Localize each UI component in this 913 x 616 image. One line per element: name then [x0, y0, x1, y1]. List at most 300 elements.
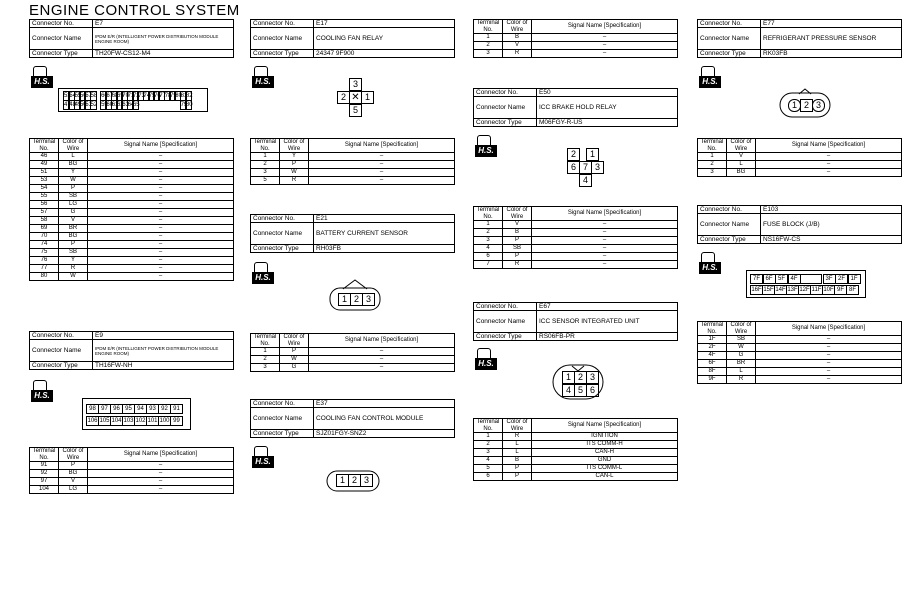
terminal-no: 3 [251, 364, 280, 372]
pin: 99 [170, 416, 183, 426]
terminal-no: 6 [474, 473, 503, 481]
pin [158, 100, 163, 108]
label-connector-no: Connector No. [474, 303, 537, 311]
pin: 2F [835, 274, 848, 284]
table-row [30, 241, 234, 249]
connector-info-e21 [250, 214, 455, 253]
signal-name: – [309, 153, 455, 161]
wire-color: W [727, 344, 756, 352]
signal-name: – [532, 253, 678, 261]
signal-name: ITS COMM-L [532, 465, 678, 473]
label-connector-type: Connector Type [30, 362, 93, 370]
terminal-no: 5 [474, 465, 503, 473]
header-signal-name: Signal Name [Specification] [756, 139, 902, 153]
connector-info-e103 [697, 205, 902, 244]
header-terminal-no: Terminal No. [698, 139, 727, 153]
connector-no: E9 [93, 332, 234, 340]
pin: 62 [117, 102, 124, 108]
terminal-no: 2F [698, 344, 727, 352]
signal-name: – [88, 217, 234, 225]
signal-name: – [756, 368, 902, 376]
pin [153, 100, 158, 108]
pin: 106 [87, 418, 98, 424]
pin: 101 [147, 418, 158, 424]
pin: 80 [185, 102, 193, 108]
terminal-no: 3 [474, 50, 503, 58]
pin: 3 [591, 161, 604, 174]
connector-face-e21 [329, 277, 381, 311]
terminal-no: 49 [30, 161, 59, 169]
wire-color: P [280, 161, 309, 169]
wire-color: W [59, 273, 88, 281]
harness-side-icon: H.S. [31, 380, 53, 402]
harness-side-icon: H.S. [252, 66, 274, 88]
wire-color: V [59, 478, 88, 486]
connector-name: IPDM E/R (INTELLIGENT POWER DISTRIBUTION MODULE ENGINE ROOM) [93, 28, 234, 50]
table-row [698, 153, 902, 161]
wire-color: P [503, 253, 532, 261]
terminal-table-e67 [473, 418, 678, 481]
wire-color: LG [59, 201, 88, 209]
connector-info-e77 [697, 19, 902, 58]
pin: 4F [788, 274, 801, 284]
table-row [251, 356, 455, 364]
wire-color: BG [59, 233, 88, 241]
terminal-no: 1 [474, 433, 503, 441]
pin: 105 [99, 418, 110, 424]
table-row [30, 153, 234, 161]
terminal-no: 4 [474, 457, 503, 465]
pin: 50 [79, 102, 87, 108]
header-color-of-wire: Color of Wire [503, 207, 532, 221]
connector-no: E7 [93, 20, 234, 28]
header-signal-name: Signal Name [Specification] [756, 322, 902, 336]
label-connector-name: Connector Name [251, 28, 314, 50]
wire-color: BR [59, 225, 88, 233]
header-terminal-no: Terminal No. [474, 419, 503, 433]
connector-type: 24347 9F900 [314, 50, 455, 58]
pin: 100 [159, 418, 170, 424]
connector-face-e67 [552, 361, 604, 401]
wire-color: Y [59, 169, 88, 177]
pin: 5 [574, 384, 587, 397]
terminal-no: 54 [30, 185, 59, 193]
signal-name: – [88, 153, 234, 161]
table-row [251, 169, 455, 177]
label-connector-type: Connector Type [474, 119, 537, 127]
wire-color: BG [59, 161, 88, 169]
table-row [30, 217, 234, 225]
table-row [474, 221, 678, 229]
terminal-no: 46 [30, 153, 59, 161]
signal-name: – [756, 376, 902, 384]
harness-side-icon: H.S. [475, 135, 497, 157]
terminal-no: 51 [30, 169, 59, 177]
pin [174, 100, 179, 108]
header-signal-name: Signal Name [Specification] [88, 139, 234, 153]
terminal-no: 6 [474, 253, 503, 261]
harness-side-icon: H.S. [699, 66, 721, 88]
wire-color: R [59, 265, 88, 273]
header-color-of-wire: Color of Wire [280, 139, 309, 153]
pin: 56 [79, 93, 87, 99]
terminal-no: 2 [251, 356, 280, 364]
table-row [474, 245, 678, 253]
label-connector-no: Connector No. [251, 215, 314, 223]
pin [800, 274, 822, 284]
pin: 2 [574, 371, 587, 384]
wire-color: L [503, 441, 532, 449]
terminal-no: 53 [30, 177, 59, 185]
label-connector-type: Connector Type [698, 50, 761, 58]
signal-name: – [88, 265, 234, 273]
wire-color: P [59, 462, 88, 470]
signal-name: – [88, 233, 234, 241]
table-row [474, 42, 678, 50]
pin: 3 [812, 99, 825, 112]
wire-color: P [280, 348, 309, 356]
connector-info-e7 [29, 19, 234, 58]
signal-name: – [532, 34, 678, 42]
table-row [30, 470, 234, 478]
wire-color: R [503, 261, 532, 269]
header-signal-name: Signal Name [Specification] [532, 20, 678, 34]
wire-color: G [59, 209, 88, 217]
pin [148, 100, 153, 108]
table-row [474, 34, 678, 42]
pin: 8F [846, 285, 859, 295]
pin: 12F [799, 287, 810, 293]
pin: 1 [338, 293, 351, 306]
header-signal-name: Signal Name [Specification] [88, 448, 234, 462]
table-row [474, 50, 678, 58]
signal-name: CAN-L [532, 473, 678, 481]
terminal-no: 55 [30, 193, 59, 201]
label-connector-type: Connector Type [698, 236, 761, 244]
terminal-no: 1 [251, 348, 280, 356]
connector-face-e9 [82, 398, 191, 430]
harness-side-icon: H.S. [252, 262, 274, 284]
terminal-no: 92 [30, 470, 59, 478]
signal-name: – [88, 470, 234, 478]
table-row [698, 161, 902, 169]
terminal-no: 1 [474, 34, 503, 42]
wire-color: P [503, 473, 532, 481]
label-connector-no: Connector No. [30, 20, 93, 28]
label-connector-no: Connector No. [474, 89, 537, 97]
pin: 69 [117, 93, 124, 99]
table-row [251, 364, 455, 372]
terminal-no: 1 [474, 221, 503, 229]
signal-name: – [309, 348, 455, 356]
table-row [30, 193, 234, 201]
connector-type: TH16FW-NH [93, 362, 234, 370]
table-row [474, 229, 678, 237]
terminal-no: 80 [30, 273, 59, 281]
connector-face-e37 [326, 470, 380, 492]
label-connector-name: Connector Name [474, 311, 537, 333]
signal-name: – [532, 221, 678, 229]
pin: 6 [586, 384, 599, 397]
signal-name: – [88, 478, 234, 486]
terminal-no: 75 [30, 249, 59, 257]
label-connector-no: Connector No. [30, 332, 93, 340]
pin: 5F [775, 274, 788, 284]
terminal-no: 2 [474, 441, 503, 449]
terminal-no: 1F [698, 336, 727, 344]
pin: ✕ [349, 91, 362, 104]
terminal-table-e77 [697, 138, 902, 177]
pin: 10F [823, 287, 834, 293]
terminal-table-top [473, 19, 678, 58]
pin: 97 [98, 404, 111, 414]
header-terminal-no: Terminal No. [474, 20, 503, 34]
table-row [698, 344, 902, 352]
table-row [474, 473, 678, 481]
terminal-no: 69 [30, 225, 59, 233]
table-row [251, 161, 455, 169]
wire-color: BR [727, 360, 756, 368]
table-row [30, 257, 234, 265]
signal-name: – [88, 209, 234, 217]
terminal-no: 4 [474, 245, 503, 253]
label-connector-type: Connector Type [251, 430, 314, 438]
terminal-no: 1 [251, 153, 280, 161]
table-row [251, 153, 455, 161]
pin: 5 [349, 104, 362, 117]
connector-type: NS16FW-CS [761, 236, 902, 244]
wire-color: V [727, 153, 756, 161]
wire-color: W [280, 356, 309, 364]
wire-color: G [727, 352, 756, 360]
signal-name: – [88, 241, 234, 249]
pin [169, 100, 174, 108]
pin: 3 [360, 474, 373, 487]
wire-color: G [280, 364, 309, 372]
wire-color: P [503, 465, 532, 473]
terminal-no: 3 [474, 449, 503, 457]
table-row [474, 457, 678, 465]
table-row [30, 265, 234, 273]
label-connector-name: Connector Name [698, 214, 761, 236]
connector-no: E77 [761, 20, 902, 28]
pin: 98 [86, 404, 99, 414]
connector-name: COOLING FAN RELAY [314, 28, 455, 50]
pin [137, 100, 142, 108]
terminal-no: 56 [30, 201, 59, 209]
pin: 54 [69, 93, 76, 99]
pin: 96 [110, 404, 123, 414]
pin: 66 [101, 93, 108, 99]
signal-name: – [532, 50, 678, 58]
table-row [474, 433, 678, 441]
pin: 93 [146, 404, 159, 414]
connector-type: RS06FB-PR [537, 333, 678, 341]
pin: 78 [164, 93, 172, 99]
header-terminal-no: Terminal No. [30, 448, 59, 462]
header-color-of-wire: Color of Wire [280, 334, 309, 348]
terminal-no: 70 [30, 233, 59, 241]
label-connector-name: Connector Name [30, 340, 93, 362]
signal-name: – [309, 169, 455, 177]
table-row [474, 449, 678, 457]
table-row [30, 225, 234, 233]
header-signal-name: Signal Name [Specification] [309, 139, 455, 153]
signal-name: – [88, 273, 234, 281]
signal-name: – [756, 360, 902, 368]
label-connector-no: Connector No. [251, 400, 314, 408]
connector-type: M06FGY-R-US [537, 119, 678, 127]
pin: 80 [175, 93, 182, 99]
pin: 47 [64, 102, 71, 108]
connector-type: RH03FB [314, 245, 455, 253]
signal-name: – [756, 153, 902, 161]
connector-face-e7 [58, 88, 208, 112]
wire-color: SB [59, 249, 88, 257]
table-row [698, 376, 902, 384]
pin: 51 [85, 102, 92, 108]
connector-face-e77 [779, 88, 831, 118]
terminal-no: 77 [30, 265, 59, 273]
connector-name: REFRIGERANT PRESSURE SENSOR [761, 28, 902, 50]
pin: 53 [64, 93, 71, 99]
pin: 70 [122, 93, 129, 99]
pin: 6F [763, 274, 776, 284]
signal-name: – [532, 261, 678, 269]
terminal-no: 1 [698, 153, 727, 161]
pin: 2 [800, 99, 813, 112]
pin: 52 [90, 102, 98, 108]
header-color-of-wire: Color of Wire [727, 322, 756, 336]
signal-name: – [756, 169, 902, 177]
wire-color: V [59, 217, 88, 225]
table-row [30, 185, 234, 193]
terminal-table-e17 [250, 138, 455, 185]
header-signal-name: Signal Name [Specification] [309, 334, 455, 348]
connector-face-e50 [562, 148, 602, 188]
connector-name: ICC SENSOR INTEGRATED UNIT [537, 311, 678, 333]
pin: 58 [90, 93, 98, 99]
terminal-no: 2 [251, 161, 280, 169]
harness-side-icon: H.S. [699, 252, 721, 274]
label-connector-no: Connector No. [698, 206, 761, 214]
terminal-no: 2 [474, 42, 503, 50]
header-terminal-no: Terminal No. [251, 334, 280, 348]
table-row [30, 161, 234, 169]
pin [143, 100, 148, 108]
pin: 2 [567, 148, 580, 161]
table-row [474, 261, 678, 269]
signal-name: – [88, 177, 234, 185]
pin: 79 [170, 93, 177, 99]
table-row [30, 486, 234, 494]
connector-info-e67 [473, 302, 678, 341]
header-signal-name: Signal Name [Specification] [532, 207, 678, 221]
table-row [30, 201, 234, 209]
pin: 1 [336, 474, 349, 487]
wire-color: SB [503, 245, 532, 253]
connector-name: ICC BRAKE HOLD RELAY [537, 97, 678, 119]
pin: 14F [775, 287, 786, 293]
signal-name: GND [532, 457, 678, 465]
header-color-of-wire: Color of Wire [503, 419, 532, 433]
wire-color: P [59, 185, 88, 193]
table-row [474, 441, 678, 449]
pin: 15F [763, 287, 774, 293]
signal-name: – [756, 352, 902, 360]
table-row [30, 233, 234, 241]
pin: 9F [834, 285, 847, 295]
pin: 1 [586, 148, 599, 161]
connector-name: BATTERY CURRENT SENSOR [314, 223, 455, 245]
pin: 103 [123, 418, 134, 424]
pin: 104 [111, 418, 122, 424]
terminal-no: 74 [30, 241, 59, 249]
pin: 65 [132, 102, 140, 108]
wire-color: W [59, 177, 88, 185]
connector-no: E50 [537, 89, 678, 97]
table-row [30, 273, 234, 281]
wire-color: L [59, 153, 88, 161]
connector-no: E67 [537, 303, 678, 311]
pin: 7 [579, 161, 592, 174]
connector-name: COOLING FAN CONTROL MODULE [314, 408, 455, 430]
signal-name: – [309, 177, 455, 185]
pin: 61 [111, 102, 119, 108]
connector-info-e50 [473, 88, 678, 127]
pin [95, 91, 100, 99]
pin: 2 [337, 91, 350, 104]
pin: 75 [148, 93, 156, 99]
pin: 74 [143, 93, 151, 99]
terminal-no: 6F [698, 360, 727, 368]
terminal-no: 9F [698, 376, 727, 384]
pin: 49 [74, 102, 82, 108]
table-row [474, 253, 678, 261]
pin: 82 [185, 93, 193, 99]
page-title: ENGINE CONTROL SYSTEM [29, 2, 240, 19]
pin: 1F [848, 274, 861, 284]
terminal-no: 3 [698, 169, 727, 177]
signal-name: – [88, 185, 234, 193]
label-connector-type: Connector Type [30, 50, 93, 58]
table-row [474, 237, 678, 245]
pin: 67 [106, 93, 114, 99]
signal-name: – [88, 225, 234, 233]
harness-side-icon: H.S. [31, 66, 53, 88]
terminal-no: 58 [30, 217, 59, 225]
pin: 1 [361, 91, 374, 104]
header-color-of-wire: Color of Wire [59, 448, 88, 462]
signal-name: – [532, 237, 678, 245]
header-signal-name: Signal Name [Specification] [532, 419, 678, 433]
signal-name: – [88, 201, 234, 209]
pin: 76 [154, 93, 161, 99]
wire-color: Y [59, 257, 88, 265]
signal-name: – [756, 161, 902, 169]
table-row [698, 336, 902, 344]
wire-color: L [727, 161, 756, 169]
label-connector-type: Connector Type [251, 50, 314, 58]
label-connector-name: Connector Name [474, 97, 537, 119]
terminal-no: 91 [30, 462, 59, 470]
terminal-table-e9 [29, 447, 234, 494]
table-row [474, 465, 678, 473]
connector-info-e9 [29, 331, 234, 370]
pin: 2 [348, 474, 361, 487]
wire-color: SB [59, 193, 88, 201]
pin: 3 [362, 293, 375, 306]
